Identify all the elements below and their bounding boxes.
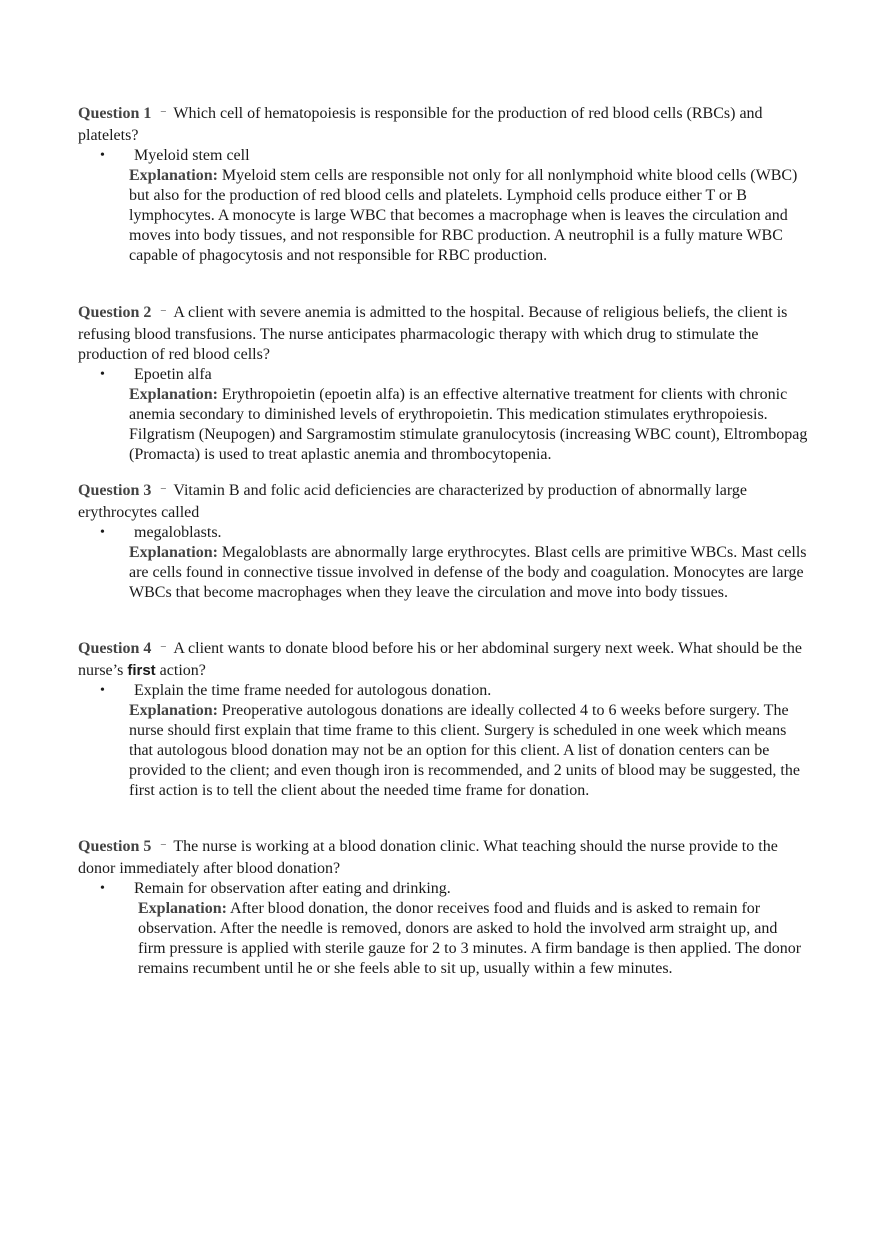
question-5-answer — [78, 879, 808, 899]
question-4-prompt — [78, 639, 808, 681]
question-3-explanation — [78, 543, 808, 603]
question-4-label: Question 4 — [78, 640, 152, 657]
explanation-label: Explanation: — [138, 900, 227, 917]
question-marker: _ — [160, 479, 166, 490]
bullet-icon: • — [100, 148, 105, 163]
question-5 — [78, 837, 808, 979]
question-1-answer — [78, 146, 808, 166]
question-3-text: Vitamin B and folic acid deficiencies are characterized by production of abnormally large erythrocytes called — [78, 482, 747, 521]
question-3 — [78, 481, 808, 603]
question-3-explanation-text: Megaloblasts are abnormally large erythrocytes. Blast cells are primitive WBCs. Mast cells are cells found in connective tissue involved in defense of the body and coagulation. Monocytes are large WBCs that become macrophages when they leave the circulation and move into body tissues. — [129, 544, 807, 601]
question-2 — [78, 303, 808, 465]
question-2-answer-text: Epoetin alfa — [134, 366, 212, 383]
question-2-label: Question 2 — [78, 304, 152, 321]
question-marker: _ — [160, 102, 166, 113]
question-marker: _ — [160, 301, 166, 312]
bullet-icon: • — [100, 367, 105, 382]
question-5-explanation-text: After blood donation, the donor receives food and fluids and is asked to remain for observation. After the needle is removed, donors are asked to hold the involved arm straight up, and firm pressure is applied with sterile gauze for 2 to 3 minutes. A firm bandage is then applied. The donor remains recumbent until he or she feels able to sit up, usually within a few minutes. — [138, 900, 802, 977]
question-1-text: Which cell of hematopoiesis is responsible for the production of red blood cells (RBCs) and platelets? — [78, 105, 763, 144]
question-5-text: The nurse is working at a blood donation clinic. What teaching should the nurse provide to the donor immediately after blood donation? — [78, 838, 778, 877]
question-4-answer-text: Explain the time frame needed for autologous donation. — [134, 682, 492, 699]
question-1-label: Question 1 — [78, 105, 152, 122]
question-5-answer-text: Remain for observation after eating and drinking. — [134, 880, 451, 897]
question-2-answer — [78, 365, 808, 385]
question-3-answer — [78, 523, 808, 543]
question-5-label: Question 5 — [78, 838, 152, 855]
question-4-explanation-text: Preoperative autologous donations are ideally collected 4 to 6 weeks before surgery. The nurse should first explain that time frame to this client. Surgery is scheduled in one week which means that autologous blood donation may not be an option for this client. A list of donation centers can be provided to the client; and even though iron is recommended, and 2 units of blood may be suggested, the first action is to tell the client about the needed time frame for donation. — [129, 702, 800, 799]
bullet-icon: • — [100, 683, 105, 698]
explanation-label: Explanation: — [129, 544, 218, 561]
bullet-icon: • — [100, 881, 105, 896]
question-3-prompt — [78, 481, 808, 523]
question-4-text: A client wants to donate blood before his or her abdominal surgery next week. What should be the nurse’s — [78, 640, 802, 679]
question-4-text-end: action? — [159, 662, 206, 679]
question-2-prompt — [78, 303, 808, 365]
question-1-explanation — [78, 166, 808, 266]
question-2-explanation — [78, 385, 808, 465]
question-4-answer — [78, 681, 808, 701]
question-3-label: Question 3 — [78, 482, 152, 499]
question-4 — [78, 639, 808, 801]
question-3-answer-text: megaloblasts. — [134, 524, 222, 541]
question-5-explanation — [78, 899, 808, 979]
explanation-label: Explanation: — [129, 702, 218, 719]
question-4-emphasis: first — [127, 662, 156, 679]
question-4-explanation — [78, 701, 808, 801]
question-1-explanation-text: Myeloid stem cells are responsible not only for all nonlymphoid white blood cells (WBC) but also for the production of red blood cells and platelets. Lymphoid cells produce either T or B lymphocytes. A monocyte is large WBC that becomes a macrophage when is leaves the circulation and moves into body tissues, and not responsible for RBC production. A neutrophil is a fully mature WBC capable of phagocytosis and not responsible for RBC production. — [129, 167, 798, 264]
question-marker: _ — [160, 637, 166, 648]
question-1 — [78, 104, 808, 266]
question-5-prompt — [78, 837, 808, 879]
explanation-label: Explanation: — [129, 386, 218, 403]
question-1-answer-text: Myeloid stem cell — [134, 147, 250, 164]
question-marker: _ — [160, 835, 166, 846]
bullet-icon: • — [100, 525, 105, 540]
explanation-label: Explanation: — [129, 167, 218, 184]
question-1-prompt — [78, 104, 808, 146]
question-2-text: A client with severe anemia is admitted to the hospital. Because of religious beliefs, the client is refusing blood transfusions. The nurse anticipates pharmacologic therapy with which drug to stimulate the production of red blood cells? — [78, 304, 788, 363]
question-2-explanation-text: Erythropoietin (epoetin alfa) is an effective alternative treatment for clients with chronic anemia secondary to diminished levels of erythropoietin. This medication stimulates erythropoiesis. Filgratism (Neupogen) and Sargramostim stimulate granulocytosis (increasing WBC count), Eltrombopag (Promacta) is used to treat aplastic anemia and thrombocytopenia. — [129, 386, 808, 463]
